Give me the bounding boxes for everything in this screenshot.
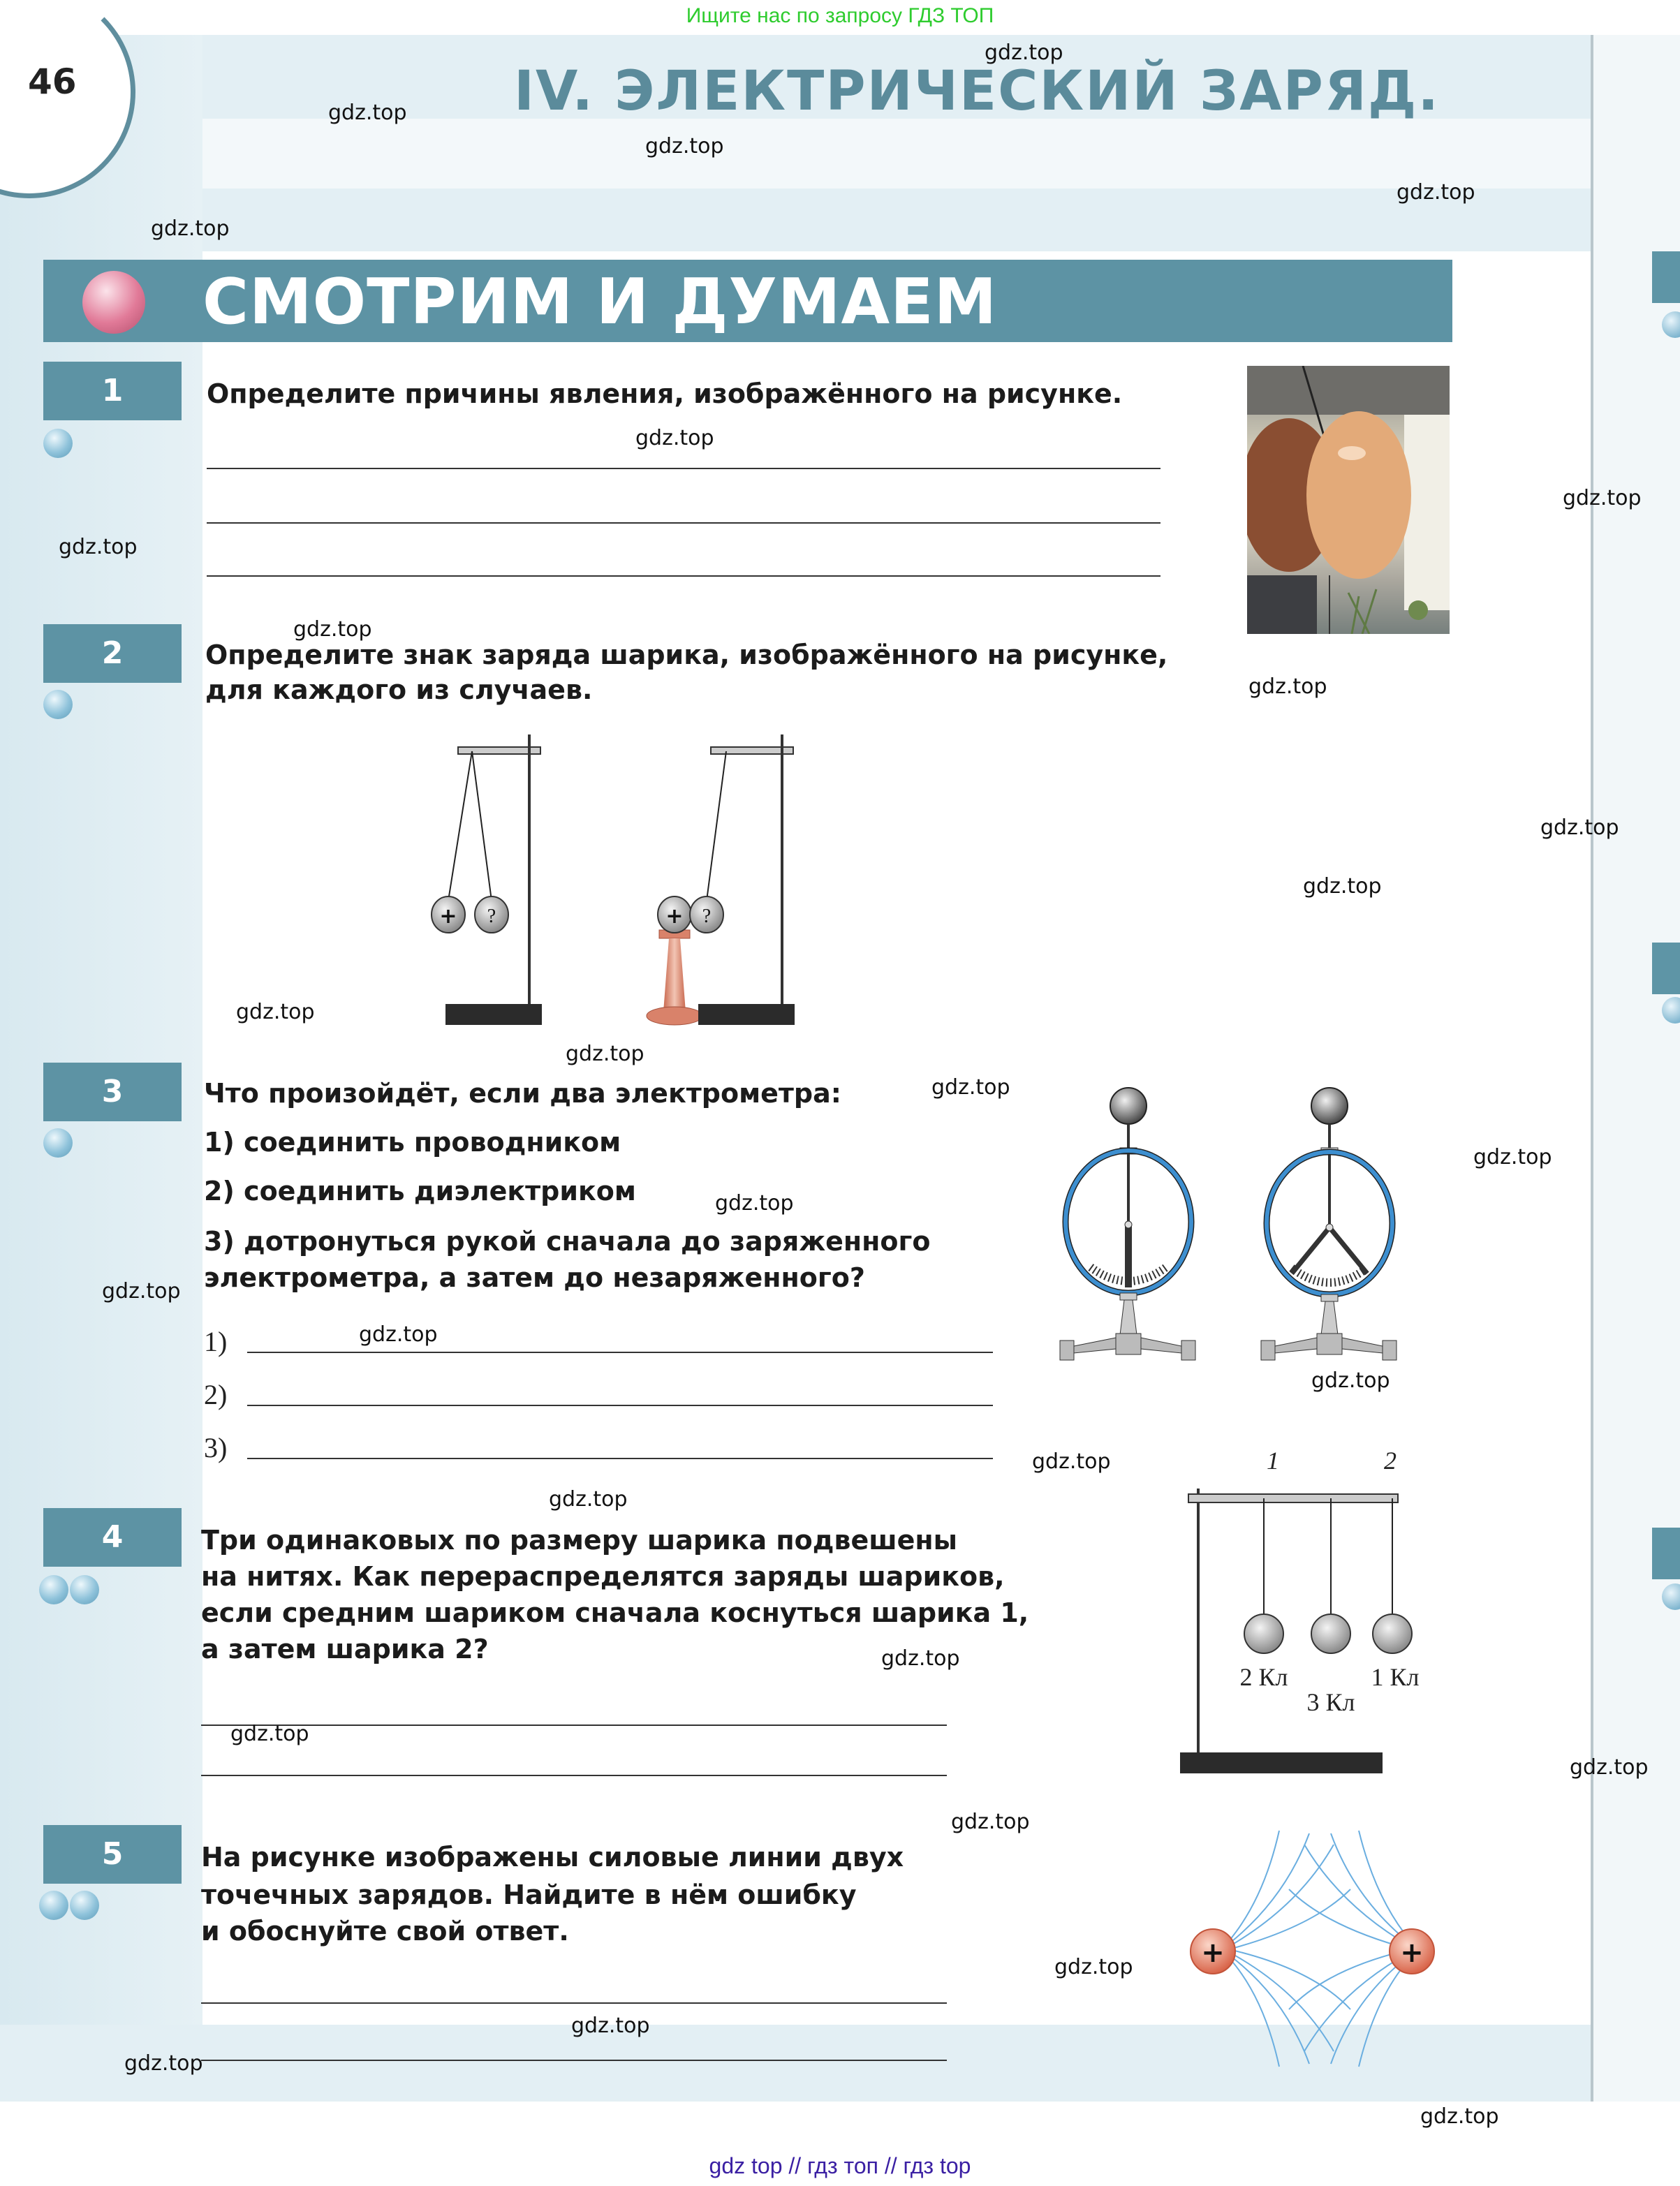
watermark: gdz.top <box>645 134 724 158</box>
task-3-option-3: 3) дотронуться рукой сначала до заряженного <box>204 1226 931 1257</box>
answer-line[interactable] <box>247 1352 993 1353</box>
task-5-question-line2: точечных зарядов. Найдите в нём ошибку <box>201 1879 857 1910</box>
difficulty-ball-icon <box>43 690 73 719</box>
watermark: gdz.top <box>328 101 407 125</box>
watermark: gdz.top <box>1563 486 1642 510</box>
answer-label-2: 2) <box>204 1379 228 1410</box>
difficulty-ball-icon <box>70 1575 99 1604</box>
watermark: gdz.top <box>151 216 230 241</box>
watermark: gdz.top <box>293 617 372 642</box>
watermark: gdz.top <box>1473 1145 1552 1169</box>
balloons-illustration <box>1247 366 1450 634</box>
task-4-question-line3: если средним шариком сначала коснуться шарика 1, <box>201 1597 1029 1628</box>
footer-watermark: gdz top // гдз топ // гдз top <box>709 2153 971 2178</box>
watermark: gdz.top <box>230 1722 309 1746</box>
page-number: 46 <box>28 61 77 102</box>
svg-text:2: 2 <box>1384 1447 1397 1475</box>
section-title: СМОТРИМ И ДУМАЕМ <box>202 265 998 339</box>
answer-line[interactable] <box>247 1405 993 1406</box>
next-page-tab <box>1652 1528 1680 1579</box>
watermark: gdz.top <box>359 1322 438 1347</box>
watermark: gdz.top <box>1540 815 1619 840</box>
electrometer-uncharged <box>1060 1088 1195 1360</box>
watermark: gdz.top <box>102 1279 181 1304</box>
difficulty-ball-icon <box>39 1891 68 1920</box>
next-page-edge <box>1593 35 1680 2102</box>
section-ball-icon <box>82 271 145 334</box>
next-page-ball-icon <box>1662 997 1680 1024</box>
answer-line[interactable] <box>207 575 1160 577</box>
task-5-question-line3: и обоснуйте свой ответ. <box>201 1916 569 1947</box>
top-banner: Ищите нас по запросу ГДЗ ТОП <box>0 0 1680 35</box>
answer-line[interactable] <box>201 1725 947 1726</box>
svg-text:+: + <box>665 904 684 929</box>
watermark: gdz.top <box>1032 1449 1111 1474</box>
watermark: gdz.top <box>566 1042 644 1066</box>
watermark: gdz.top <box>1570 1755 1649 1780</box>
watermark: gdz.top <box>985 40 1063 65</box>
watermark: gdz.top <box>1420 2104 1499 2129</box>
watermark: gdz.top <box>124 2051 203 2076</box>
answer-label-1: 1) <box>204 1326 228 1357</box>
next-page-ball-icon <box>1662 1583 1680 1610</box>
pendulum-figure <box>433 726 1173 1033</box>
watermark: gdz.top <box>1397 180 1475 205</box>
watermark: gdz.top <box>715 1191 794 1216</box>
difficulty-ball-icon <box>43 1128 73 1158</box>
task-3-option-2: 2) соединить диэлектриком <box>204 1176 636 1206</box>
task-number-3: 3 <box>43 1063 182 1121</box>
svg-text:1: 1 <box>1267 1447 1279 1475</box>
watermark: gdz.top <box>951 1810 1030 1834</box>
task-2-question-line1: Определите знак заряда шарика, изображённого на рисунке, <box>205 640 1168 670</box>
svg-text:2 Кл: 2 Кл <box>1239 1663 1288 1691</box>
next-page-tab <box>1652 943 1680 994</box>
difficulty-ball-icon <box>43 429 73 458</box>
svg-text:+: + <box>1400 1937 1424 1969</box>
answer-line[interactable] <box>207 522 1160 524</box>
task-4-question-line2: на нитях. Как перераспределятся заряды шариков, <box>201 1561 1005 1592</box>
task-4-question-line4: а затем шарика 2? <box>201 1634 489 1664</box>
task-4-question-line1: Три одинаковых по размеру шарика подвешены <box>201 1525 957 1556</box>
page-header-stripe <box>126 119 1592 189</box>
svg-text:3 Кл: 3 Кл <box>1306 1688 1355 1716</box>
watermark: gdz.top <box>1054 1955 1133 1979</box>
task-number-5: 5 <box>43 1825 182 1884</box>
task-5-question-line1: На рисунке изображены силовые линии двух <box>201 1842 904 1873</box>
watermark: gdz.top <box>635 426 714 450</box>
field-lines-figure <box>1159 1815 1480 2081</box>
task-2-question-line2: для каждого из случаев. <box>205 674 593 705</box>
task-3-question: Что произойдёт, если два электрометра: <box>204 1078 841 1109</box>
three-balls-figure <box>1173 1447 1438 1787</box>
answer-line[interactable] <box>207 468 1160 469</box>
difficulty-ball-icon <box>39 1575 68 1604</box>
answer-line[interactable] <box>201 2002 947 2004</box>
watermark: gdz.top <box>1303 874 1382 899</box>
svg-text:+: + <box>1201 1937 1225 1969</box>
answer-line[interactable] <box>201 2060 947 2061</box>
answer-line[interactable] <box>201 1775 947 1776</box>
svg-text:?: ? <box>702 906 712 927</box>
next-page-tab <box>1652 251 1680 303</box>
watermark: gdz.top <box>236 1000 315 1024</box>
watermark: gdz.top <box>571 2014 650 2038</box>
balloons-photo <box>1247 366 1450 634</box>
electrometers-figure <box>1047 1075 1466 1382</box>
watermark: gdz.top <box>59 535 138 559</box>
task-number-1: 1 <box>43 362 182 420</box>
answer-line[interactable] <box>247 1458 993 1459</box>
svg-text:?: ? <box>487 906 496 927</box>
task-number-4: 4 <box>43 1508 182 1567</box>
task-3-option-1: 1) соединить проводником <box>204 1127 621 1158</box>
watermark: gdz.top <box>931 1075 1010 1100</box>
watermark: gdz.top <box>549 1487 628 1512</box>
chapter-title: IV. ЭЛЕКТРИЧЕСКИЙ ЗАРЯД. <box>514 60 1440 123</box>
electrometer-charged <box>1261 1088 1397 1360</box>
difficulty-ball-icon <box>70 1891 99 1920</box>
watermark: gdz.top <box>1248 674 1327 699</box>
answer-label-3: 3) <box>204 1432 228 1463</box>
next-page-ball-icon <box>1662 311 1680 338</box>
textbook-page <box>0 35 1680 2102</box>
svg-text:1 Кл: 1 Кл <box>1371 1663 1420 1691</box>
watermark: gdz.top <box>1311 1368 1390 1393</box>
task-3-option-3-cont: электрометра, а затем до незаряженного? <box>204 1262 865 1293</box>
svg-text:+: + <box>439 904 457 929</box>
watermark: gdz.top <box>881 1646 960 1671</box>
task-number-2: 2 <box>43 624 182 683</box>
task-1-question: Определите причины явления, изображённого на рисунке. <box>207 378 1123 409</box>
